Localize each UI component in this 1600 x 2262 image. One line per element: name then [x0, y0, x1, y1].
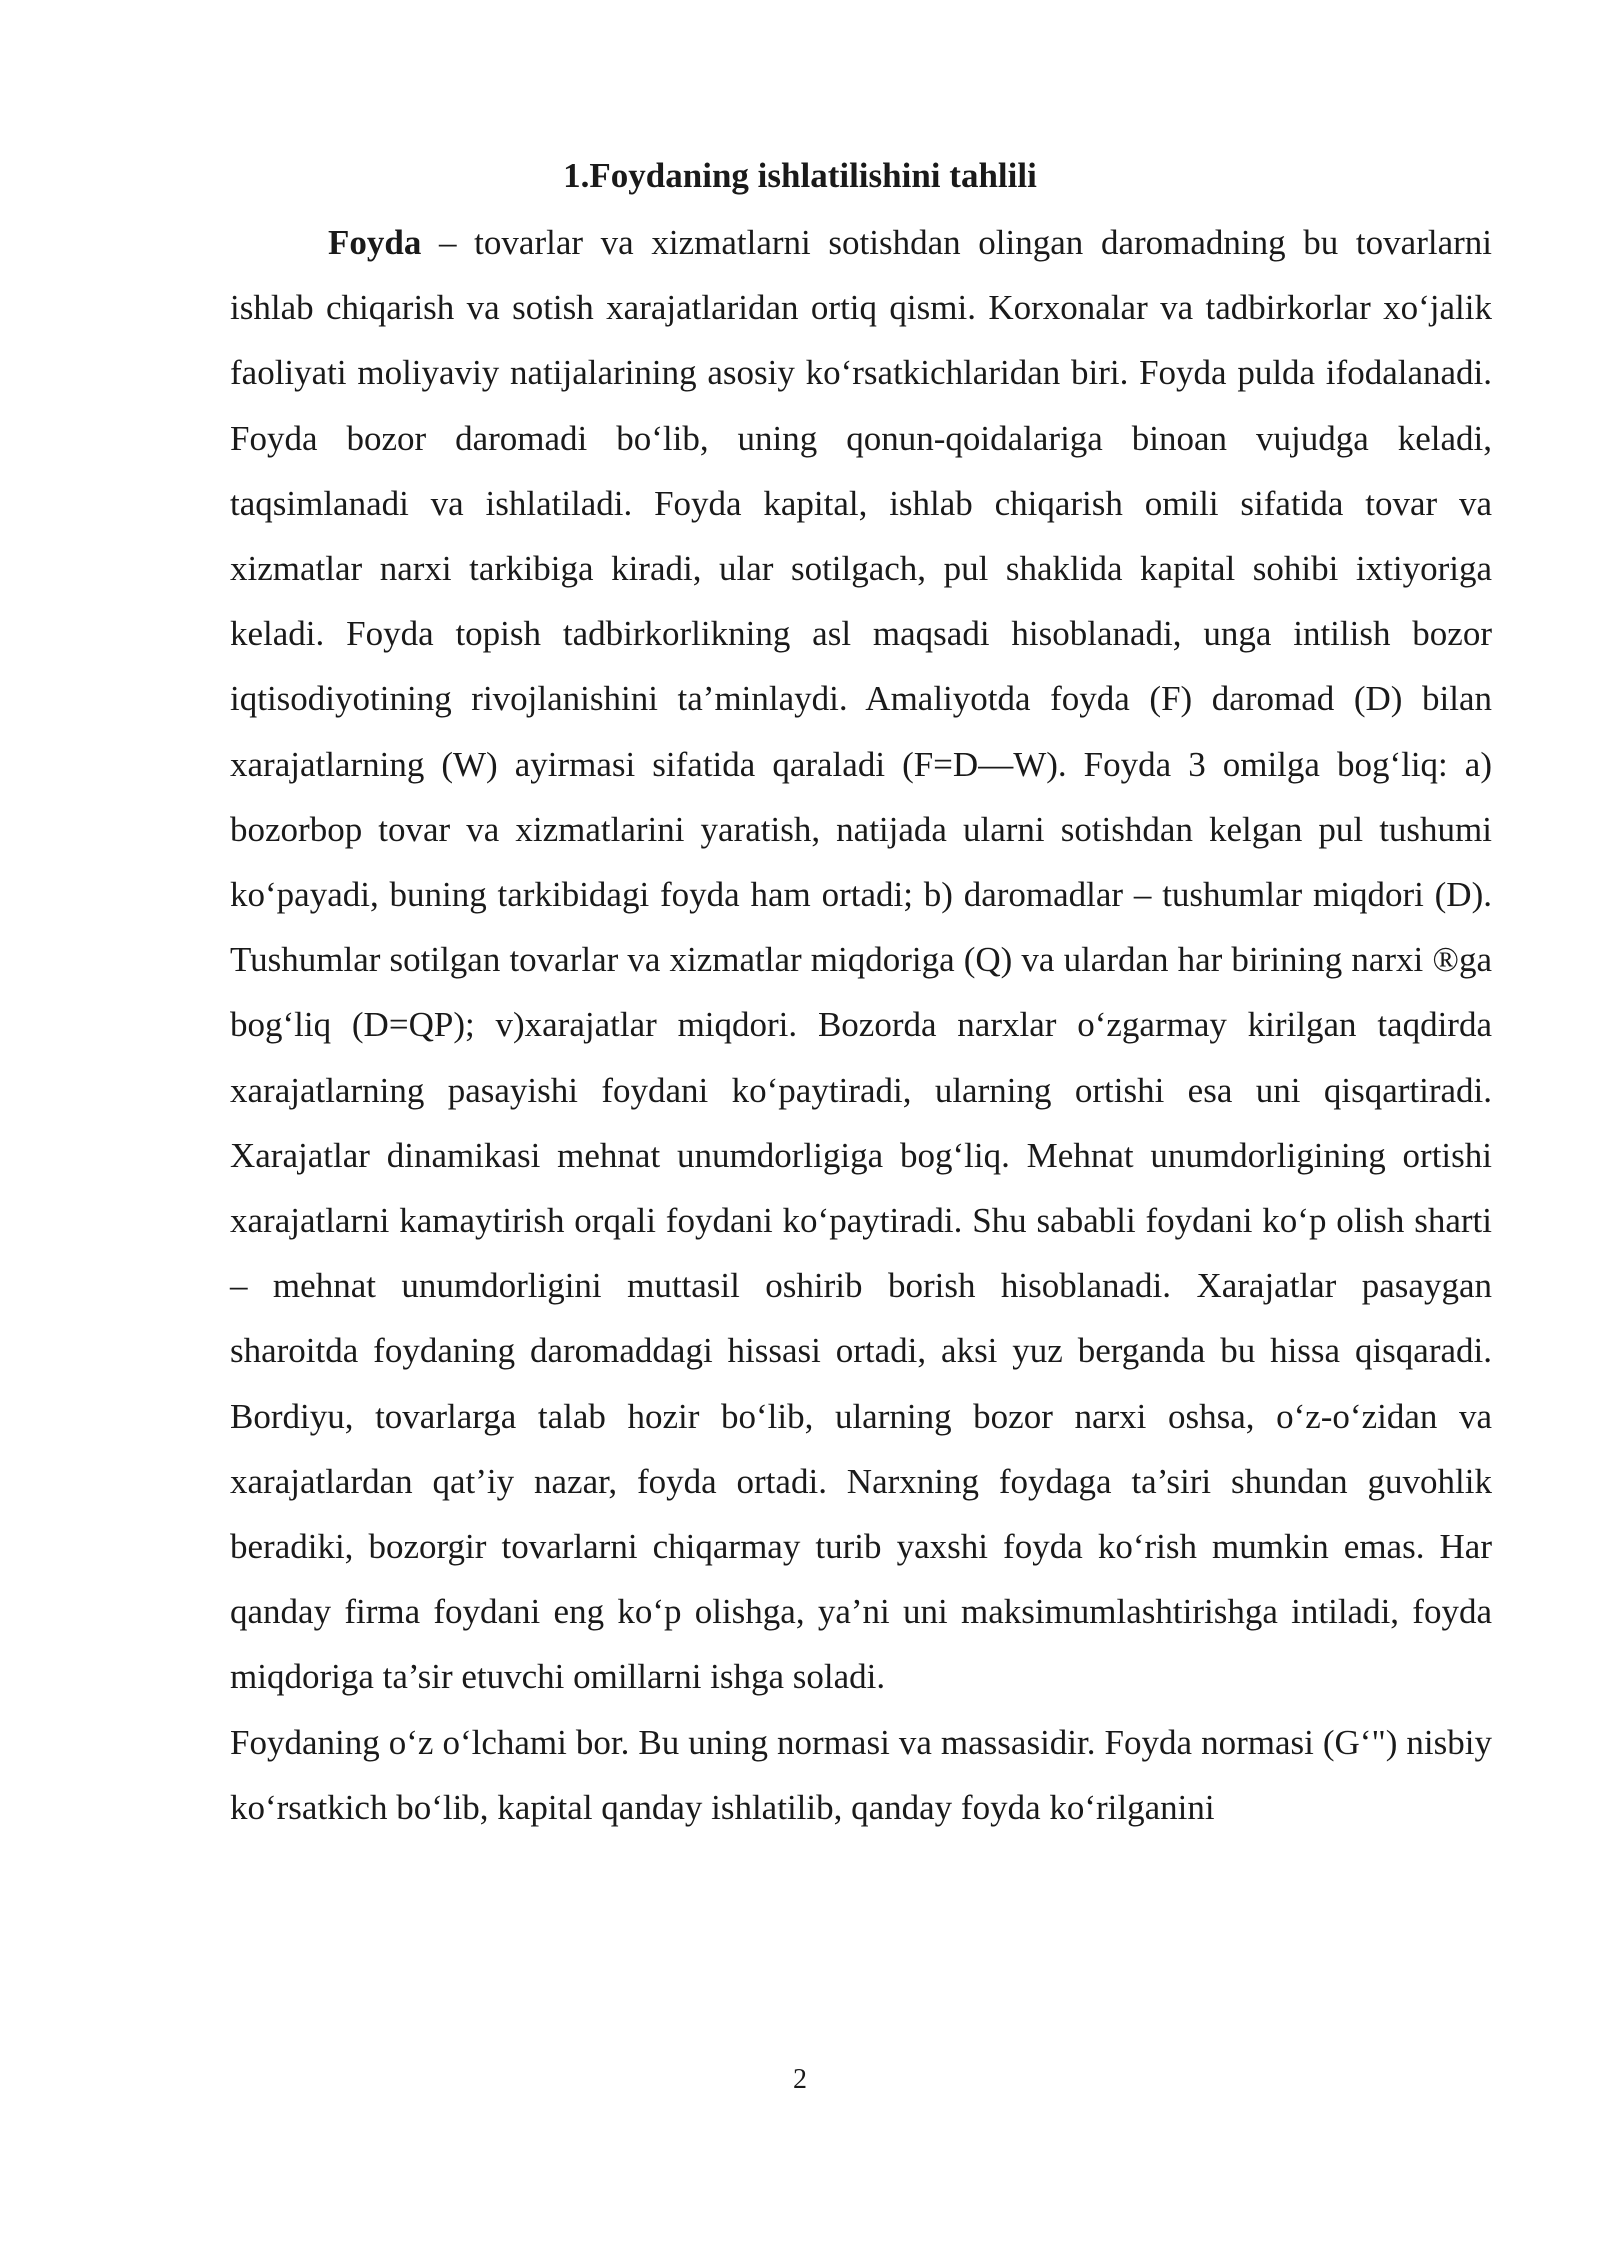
paragraph-1: [230, 210, 1492, 1710]
document-body: [230, 210, 1492, 1840]
page-number: 2: [793, 2064, 807, 2095]
section-title: 1.Foydaning ishlatilishini tahlili: [563, 156, 1037, 195]
paragraph-lead-term: Foyda: [328, 223, 422, 262]
paragraph-2: Foydaning o‘z o‘lchami bor. Bu uning normasi va massasidir. Foyda normasi (G‘") nisbiy ko‘rsatkich bo‘lib, kapital qanday ishlatilib, qanday foyda ko‘rilganini: [230, 1722, 1492, 1827]
paragraph-1-text: – tovarlar va xizmatlarni sotishdan olingan daromadning bu tovarlarni ishlab chiqarish va sotish xarajatlaridan ortiq qismi. Korxonalar va tadbirkorlar xo‘jalik faoliyati moliyaviy natijalarining asosiy ko‘rsatkichlaridan biri. Foyda pulda ifodalanadi. Foyda bozor daromadi bo‘lib, uning qonun-qoidalariga binoan vujudga keladi, taqsimlanadi va ishlatiladi. Foyda kapital, ishlab chiqarish omili sifatida tovar va xizmatlar narxi tarkibiga kiradi, ular sotilgach, pul shaklida kapital sohibi ixtiyoriga keladi. Foyda topish tadbirkorlikning asl maqsadi hisoblanadi, unga intilish bozor iqtisodiyotining rivojlanishini ta’minlaydi. Amaliyotda foyda (F) daromad (D) bilan xarajatlarning (W) ayirmasi sifatida qaraladi (F=D—W). Foyda 3 omilga bog‘liq: a) bozorbop tovar va xizmatlarini yaratish, natijada ularni sotishdan kelgan pul tushumi ko‘payadi, buning tarkibidagi foyda ham ortadi; b) daromadlar – tushumlar miqdori (D). Tushumlar sotilgan tovarlar va xizmatlar miqdoriga (Q) va ulardan har birining narxi ®ga bog‘liq (D=QP); v)xarajatlar miqdori. Bozorda narxlar o‘zgarmay kirilgan taqdirda xarajatlarning pasayishi foydani ko‘paytiradi, ularning ortishi esa uni qisqartiradi. Xarajatlar dinamikasi mehnat unumdorligiga bog‘liq. Mehnat unumdorligining ortishi xarajatlarni kamaytirish orqali foydani ko‘paytiradi. Shu sababli foydani ko‘p olish sharti – mehnat unumdorligini muttasil oshirib borish hisoblanadi. Xarajatlar pasaygan sharoitda foydaning daromaddagi hissasi ortadi, aksi yuz berganda bu hissa qisqaradi. Bordiyu, tovarlarga talab hozir bo‘lib, ularning bozor narxi oshsa, o‘z-o‘zidan va xarajatlardan qat’iy nazar, foyda ortadi. Narxning foydaga ta’siri shundan guvohlik beradiki, bozorgir tovarlarni chiqarmay turib yaxshi foyda ko‘rish mumkin emas. Har qanday firma foydani eng ko‘p olishga, ya’ni uni maksimumlashtirishga intiladi, foyda miqdoriga ta’sir etuvchi omillarni ishga soladi.: [230, 223, 1492, 1697]
